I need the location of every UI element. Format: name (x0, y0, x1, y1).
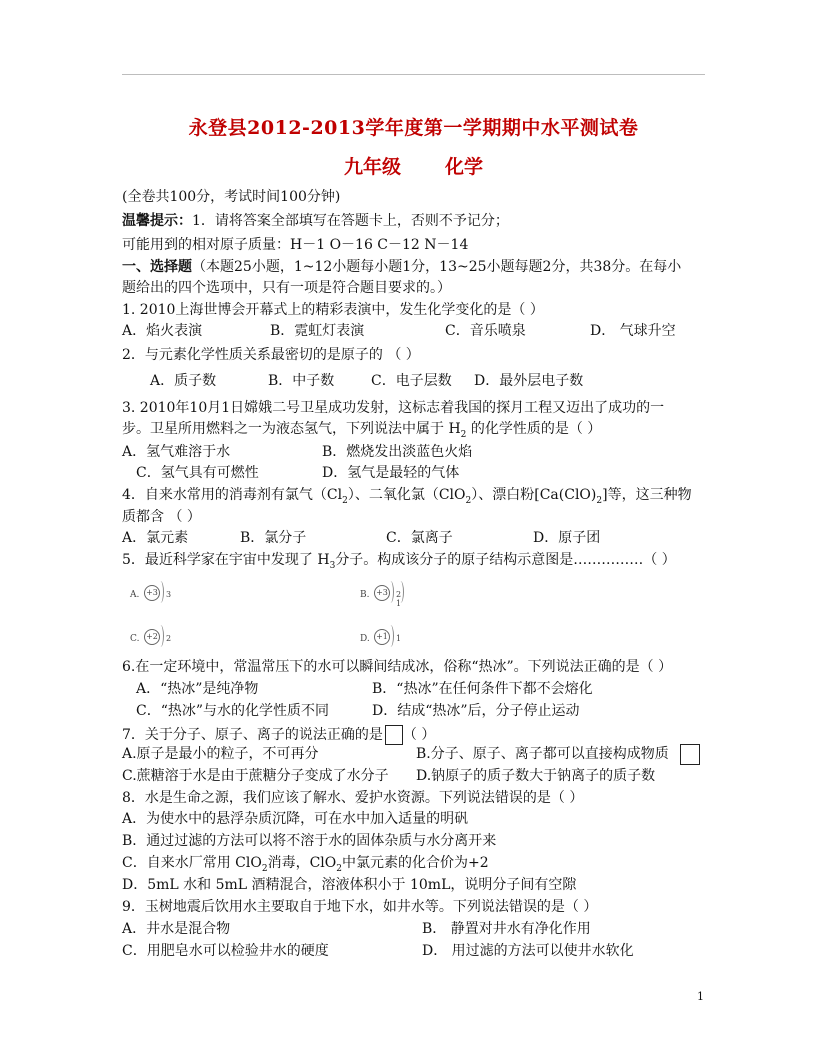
q4-text-d: ]等，这三种物 (602, 487, 692, 503)
q1-option-c: C．音乐喷泉 (445, 323, 526, 339)
q6-stem: 6.在一定环境中，常温常压下的水可以瞬间结成冰，俗称“热冰”。下列说法正确的是（ ） (122, 659, 673, 675)
q5-electrons-b: 2 1 (396, 590, 402, 608)
q3-stem-1: 3. 2010年10月1日嫦娥二号卫星成功发射，这标志着我国的探月工程又迈出了成功的一 (122, 400, 665, 416)
q9-option-a: A．井水是混合物 (122, 921, 231, 937)
q8-option-b: B．通过过滤的方法可以将不溶于水的固体杂质与水分离开来 (122, 833, 497, 849)
q4-text-b: ）、二氧化氯（ClO (347, 487, 466, 503)
q8-c-sub-2: 2 (336, 863, 342, 874)
q9-stem: 9．玉树地震后饮用水主要取自于地下水，如井水等。下列说法错误的是（ ） (122, 899, 598, 915)
q5-subscript: 3 (329, 560, 336, 571)
page-number: 1 (697, 990, 704, 1003)
atomic-mass-line: 可能用到的相对原子质量：H－1 O－16 C－12 N－14 (122, 237, 469, 253)
q5-label-a: A. (130, 590, 140, 600)
q4-option-a: A．氯元素 (122, 530, 189, 546)
tip-text: 1．请将答案全部填写在答题卡上，否则不予记分； (192, 213, 509, 229)
q9-option-c: C．用肥皂水可以检验井水的硬度 (122, 943, 329, 959)
q8-option-a: A．为使水中的悬浮杂质沉降，可在水中加入适量的明矾 (122, 811, 469, 827)
q4-sub-2: 2 (465, 495, 472, 506)
q8-c-text-a: C．自来水厂常用 ClO (122, 855, 262, 871)
q7-option-c: C.蔗糖溶于水是由于蔗糖分子变成了水分子 (122, 768, 389, 784)
q1-option-d: D． 气球升空 (590, 323, 676, 339)
q7-option-d: D.钠原子的质子数大于钠离子的质子数 (416, 768, 656, 784)
q4-option-b: B．氯分子 (240, 530, 307, 546)
q8-option-d: D．5mL 水和 5mL 酒精混合，溶液体积小于 10mL，说明分子间有空隙 (122, 877, 577, 893)
section-desc: （本题25小题，1~12小题每小题1分，13~25小题每题2分，共38分。在每小 (192, 259, 682, 275)
q5-electrons-a: 3 (166, 590, 172, 599)
q4-sub-1: 2 (342, 495, 348, 506)
q3-option-d: D．氢气是最轻的气体 (322, 465, 460, 481)
q6-option-b: B．“热冰”在任何条件下都不会熔化 (372, 681, 593, 697)
exam-info: (全卷共100分，考试时间100分钟) (122, 189, 341, 205)
q7-option-b: B.分子、原子、离子都可以直接构成物质 (416, 746, 669, 762)
q3-option-c: C．氢气具有可燃性 (136, 465, 259, 481)
q4-stem-2: 质都含 （ ） (122, 509, 201, 525)
q5-nucleus-b: +3 (374, 585, 390, 601)
q6-option-c: C．“热冰”与水的化学性质不同 (136, 703, 330, 719)
q2-option-a: A．质子数 (150, 373, 217, 389)
q7-option-a: A.原子是最小的粒子，不可再分 (122, 746, 319, 762)
q4-text-a: 4．自来水常用的消毒剂有氯气（Cl (122, 487, 343, 503)
q4-option-d: D．原子团 (533, 530, 601, 546)
q5-label-c: C. (130, 634, 140, 644)
q5-nucleus-d: +1 (374, 629, 390, 645)
exam-title: 永登县2012-2013学年度第一学期期中水平测试卷 (188, 117, 639, 139)
q2-option-d: D．最外层电子数 (474, 373, 584, 389)
q2-stem: 2．与元素化学性质关系最密切的是原子的 （ ） (122, 347, 420, 363)
q6-option-d: D．结成“热冰”后，分子停止运动 (372, 703, 580, 719)
q7-stem (122, 725, 435, 745)
q5-shell-c (157, 625, 164, 647)
q4-sub-3: 2 (596, 495, 603, 506)
top-rule (122, 74, 705, 75)
q5-label-d: D. (360, 634, 370, 644)
answer-box-2 (680, 744, 700, 765)
q8-c-text-b: 消毒，ClO (267, 855, 337, 871)
grade-subject (0, 152, 827, 179)
grade-label: 九年级 (343, 156, 401, 178)
section-desc-2: 题给出的四个选项中，只有一项是符合题目要求的。） (122, 280, 451, 296)
q9-option-b: B． 静置对井水有净化作用 (422, 921, 591, 937)
q6-option-a: A．“热冰”是纯净物 (136, 681, 259, 697)
answer-box (385, 725, 403, 745)
q1-option-a: A．焰火表演 (122, 323, 203, 339)
q2-option-c: C．电子层数 (371, 373, 452, 389)
q5-electrons-d: 1 (396, 634, 402, 643)
q1-stem: 1. 2010上海世博会开幕式上的精彩表演中，发生化学变化的是（ ） (122, 302, 544, 318)
q8-c-text-c: 中氯元素的化合价为+2 (341, 855, 489, 871)
q3-option-a: A．氢气难溶于水 (122, 444, 231, 460)
q4-text-c: ）、漂白粉[Ca(ClO) (471, 487, 597, 503)
q5-nucleus-c: +2 (144, 629, 160, 645)
q5-electrons-c: 2 (166, 634, 172, 643)
tip-line (122, 214, 509, 228)
q5-text-b: 分子。构成该分子的原子结构示意图是……………（ ） (335, 552, 676, 568)
q5-stem (122, 553, 676, 571)
q8-c-sub-1: 2 (261, 863, 268, 874)
subject-label: 化学 (445, 156, 484, 178)
q5-shell-b1 (387, 581, 394, 603)
q7-stem-text: 7．关于分子、原子、离子的说法正确的是 (122, 727, 383, 743)
q5-nucleus-a: +3 (144, 585, 160, 601)
q9-option-d: D． 用过滤的方法可以使井水软化 (422, 943, 634, 959)
q8-option-c (122, 856, 489, 874)
q5-shell-a (157, 581, 164, 603)
q3-subscript: 2 (460, 429, 467, 440)
q8-stem: 8．水是生命之源，我们应该了解水、爱护水资源。下列说法错误的是（ ） (122, 790, 584, 806)
q4-option-c: C．氯离子 (386, 530, 453, 546)
q5-label-b: B. (360, 590, 370, 600)
q5-text-a: 5．最近科学家在宇宙中发现了 H (122, 552, 330, 568)
q5-shell-d (387, 625, 394, 647)
q3-stem-2 (122, 422, 601, 440)
q4-stem-1 (122, 488, 692, 506)
tip-label: 温馨提示： (122, 213, 192, 229)
q3-option-b: B．燃烧发出淡蓝色火焰 (322, 444, 473, 460)
q2-option-b: B．中子数 (268, 373, 335, 389)
q1-option-b: B．霓虹灯表演 (270, 323, 365, 339)
q3-stem-text: 步。卫星所用燃料之一为液态氢气，下列说法中属于 H (122, 421, 461, 437)
section-header (122, 260, 681, 274)
q3-stem-end: 的化学性质的是（ ） (466, 421, 602, 437)
q7-stem-end: （ ） (402, 727, 436, 743)
section-label: 一、选择题 (122, 259, 192, 275)
